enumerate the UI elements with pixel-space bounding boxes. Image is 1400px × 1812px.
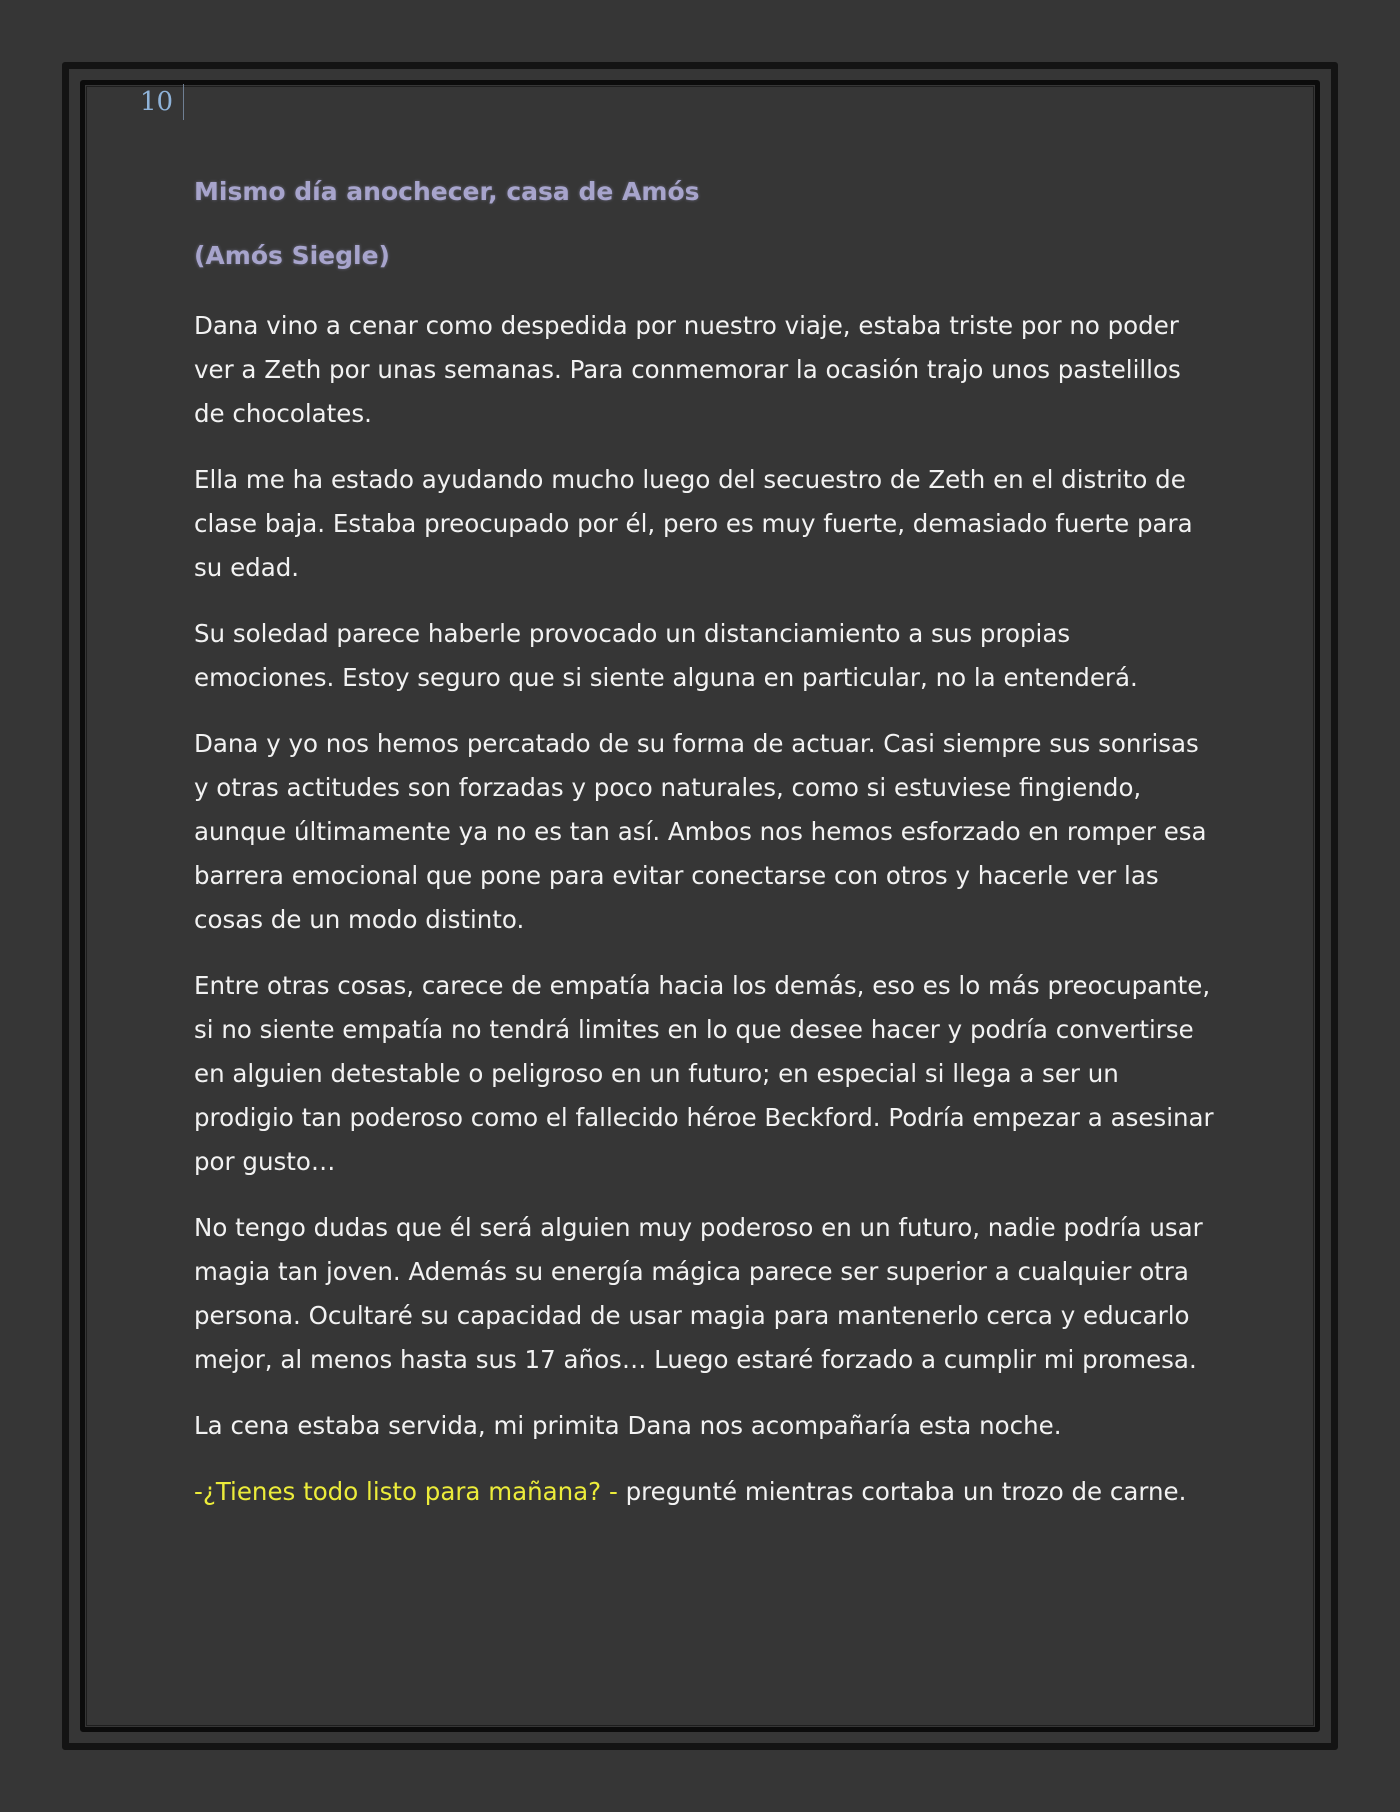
paragraph: La cena estaba servida, mi primita Dana nos acompañaría esta noche. xyxy=(194,1411,1062,1440)
dialogue-line: -¿Tienes todo listo para mañana? - xyxy=(194,1477,618,1506)
page-number: 10 xyxy=(140,84,184,120)
dialogue-paragraph xyxy=(194,1470,1214,1514)
paragraph: Ella me ha estado ayudando mucho luego del secuestro de Zeth en el distrito de clase baja. Estaba preocupado por él, pero es muy fuerte, demasiado fuerte para su edad. xyxy=(194,465,1193,582)
narrator-heading: (Amós Siegle) xyxy=(194,241,390,270)
paragraph: No tengo dudas que él será alguien muy poderoso en un futuro, nadie podría usar magia tan joven. Además su energía mágica parece ser superior a cualquier otra persona. Ocultaré su capacidad de usar magia para mantenerlo cerca y educarlo mejor, al menos hasta sus 17 años… Luego estaré forzado a cumplir mi promesa. xyxy=(194,1213,1203,1374)
paragraph: Su soledad parece haberle provocado un distanciamiento a sus propias emociones. Estoy seguro que si siente alguna en particular, no la entenderá. xyxy=(194,619,1138,692)
paragraph: Dana y yo nos hemos percatado de su forma de actuar. Casi siempre sus sonrisas y otras actitudes son forzadas y poco naturales, como si estuviese fingiendo, aunque últimamente ya no es tan así. Ambos nos hemos esforzado en romper esa barrera emocional que pone para evitar conectarse con otros y hacerle ver las cosas de un modo distinto. xyxy=(194,729,1207,934)
narration-text: pregunté mientras cortaba un trozo de carne. xyxy=(617,1477,1187,1506)
paragraph: Entre otras cosas, carece de empatía hacia los demás, eso es lo más preocupante, si no siente empatía no tendrá limites en lo que desee hacer y podría convertirse en alguien detestable o peligroso en un futuro; en especial si llega a ser un prodigio tan poderoso como el fallecido héroe Beckford. Podría empezar a asesinar por gusto… xyxy=(194,971,1214,1176)
paragraph: Dana vino a cenar como despedida por nuestro viaje, estaba triste por no poder ver a Zeth por unas semanas. Para conmemorar la ocasión trajo unos pastelillos de chocolates. xyxy=(194,311,1181,428)
scene-heading: Mismo día anochecer, casa de Amós xyxy=(194,177,700,206)
page-content xyxy=(194,170,1214,1536)
